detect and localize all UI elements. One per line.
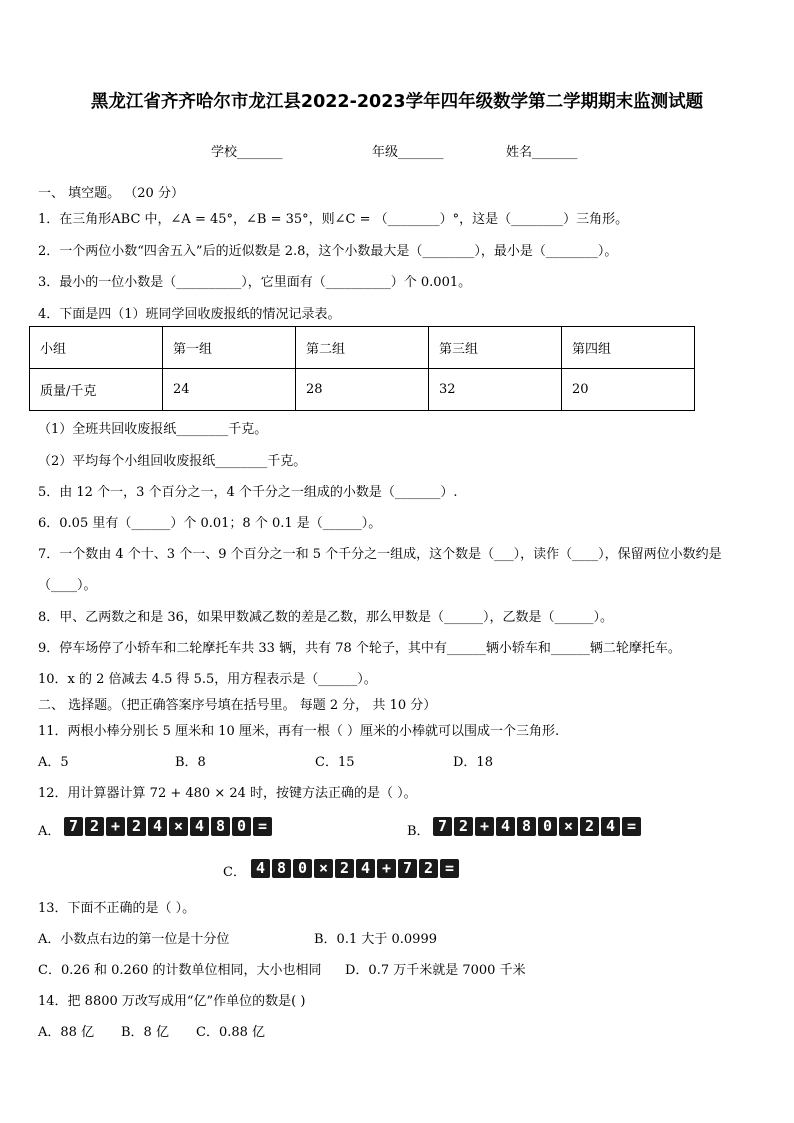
calculator-keys-a bbox=[64, 817, 272, 836]
key-icon: × bbox=[169, 817, 188, 836]
table-cell: 质量/千克 bbox=[30, 369, 163, 411]
key-icon: 2 bbox=[127, 817, 146, 836]
question-9: 9．停车场停了小轿车和二轮摩托车共 33 辆，共有 78 个轮子，其中有______辆小轿车和______辆二轮摩托车。 bbox=[38, 641, 681, 656]
table-cell: 24 bbox=[163, 369, 296, 411]
key-icon: 0 bbox=[538, 817, 557, 836]
key-icon: + bbox=[106, 817, 125, 836]
record-table bbox=[29, 326, 695, 411]
question-7-continued: （____）。 bbox=[38, 578, 97, 593]
key-icon: 7 bbox=[433, 817, 452, 836]
table-cell: 第二组 bbox=[296, 327, 429, 369]
key-icon: 0 bbox=[232, 817, 251, 836]
table-cell: 第一组 bbox=[163, 327, 296, 369]
key-icon: 2 bbox=[85, 817, 104, 836]
question-4-part-2: （2）平均每个小组回收废报纸________千克。 bbox=[38, 454, 307, 469]
option-b: B．8 bbox=[175, 755, 206, 770]
question-11: 11．两根小棒分别长 5 厘米和 10 厘米，再有一根（ ）厘米的小棒就可以围成一个三角形. bbox=[38, 724, 560, 739]
key-icon: = bbox=[253, 817, 272, 836]
key-icon: 2 bbox=[454, 817, 473, 836]
option-a: A．88 亿 bbox=[38, 1025, 95, 1040]
question-1: 1．在三角形ABC 中，∠A = 45°，∠B = 35°，则∠C = （________）°，这是（________）三角形。 bbox=[38, 212, 629, 227]
key-icon: × bbox=[314, 859, 333, 878]
key-icon: 7 bbox=[398, 859, 417, 878]
key-icon: 4 bbox=[496, 817, 515, 836]
question-6: 6．0.05 里有（______）个 0.01；8 个 0.1 是（______）。 bbox=[38, 516, 382, 531]
option-b: B．0.1 大于 0.0999 bbox=[314, 932, 437, 947]
option-c: C．15 bbox=[315, 755, 355, 770]
key-icon: 2 bbox=[335, 859, 354, 878]
key-icon: 4 bbox=[356, 859, 375, 878]
question-3: 3．最小的一位小数是（__________），它里面有（__________）个 0.001。 bbox=[38, 275, 472, 290]
key-icon: 2 bbox=[580, 817, 599, 836]
grade-field: 年级_______ bbox=[372, 145, 444, 160]
question-7: 7．一个数由 4 个十、3 个一、9 个百分之一和 5 个千分之一组成，这个数是（___），读作（____），保留两位小数约是 bbox=[38, 547, 722, 562]
key-icon: 4 bbox=[148, 817, 167, 836]
key-icon: 8 bbox=[517, 817, 536, 836]
option-d: D．18 bbox=[453, 755, 493, 770]
key-icon: + bbox=[475, 817, 494, 836]
table-row bbox=[30, 369, 695, 411]
question-2: 2．一个两位小数“四舍五入”后的近似数是 2.8，这个小数最大是（________），最小是（________）。 bbox=[38, 244, 618, 259]
option-c: C．0.26 和 0.260 的计数单位相同，大小也相同 bbox=[38, 963, 322, 978]
key-icon: = bbox=[622, 817, 641, 836]
table-cell: 28 bbox=[296, 369, 429, 411]
question-14: 14．把 8800 万改写成用“亿”作单位的数是( ) bbox=[38, 994, 306, 1009]
question-13: 13．下面不正确的是（ ）。 bbox=[38, 901, 196, 916]
school-field: 学校_______ bbox=[211, 145, 283, 160]
page-title: 黑龙江省齐齐哈尔市龙江县2022-2023学年四年级数学第二学期期末监测试题 bbox=[90, 92, 704, 112]
table-cell: 小组 bbox=[30, 327, 163, 369]
option-a: A．小数点右边的第一位是十分位 bbox=[38, 932, 230, 947]
key-icon: 4 bbox=[601, 817, 620, 836]
key-icon: 2 bbox=[419, 859, 438, 878]
option-b: B．8 亿 bbox=[121, 1025, 169, 1040]
key-icon: 4 bbox=[251, 859, 270, 878]
table-cell: 第三组 bbox=[429, 327, 562, 369]
question-4: 4．下面是四（1）班同学回收废报纸的情况记录表。 bbox=[38, 307, 341, 322]
key-icon: 8 bbox=[211, 817, 230, 836]
question-10: 10．x 的 2 倍减去 4.5 得 5.5，用方程表示是（______）。 bbox=[38, 672, 377, 687]
table-cell: 20 bbox=[562, 369, 695, 411]
section-1-heading: 一、 填空题。 （20 分） bbox=[38, 186, 184, 201]
option-a: A．5 bbox=[38, 755, 69, 770]
option-c-label: C． bbox=[223, 865, 246, 880]
table-cell: 32 bbox=[429, 369, 562, 411]
question-8: 8．甲、乙两数之和是 36，如果甲数减乙数的差是乙数，那么甲数是（______），乙数是（______）。 bbox=[38, 610, 613, 625]
key-icon: = bbox=[440, 859, 459, 878]
option-c: C．0.88 亿 bbox=[196, 1025, 266, 1040]
table-header-row bbox=[30, 327, 695, 369]
key-icon: 0 bbox=[293, 859, 312, 878]
option-a-label: A． bbox=[38, 824, 61, 839]
section-2-heading: 二、 选择题。（把正确答案序号填在括号里。 每题 2 分， 共 10 分） bbox=[38, 698, 437, 713]
key-icon: × bbox=[559, 817, 578, 836]
option-b-label: B． bbox=[407, 824, 430, 839]
calculator-keys-c bbox=[251, 859, 459, 878]
calculator-keys-b bbox=[433, 817, 641, 836]
key-icon: 7 bbox=[64, 817, 83, 836]
name-field: 姓名_______ bbox=[506, 145, 578, 160]
question-12: 12．用计算器计算 72 + 480 × 24 时，按键方法正确的是（ ）。 bbox=[38, 786, 417, 801]
option-d: D．0.7 万千米就是 7000 千米 bbox=[345, 963, 526, 978]
table-cell: 第四组 bbox=[562, 327, 695, 369]
key-icon: 4 bbox=[190, 817, 209, 836]
key-icon: + bbox=[377, 859, 396, 878]
question-5: 5．由 12 个一，3 个百分之一，4 个千分之一组成的小数是（_______）. bbox=[38, 485, 458, 500]
question-4-part-1: （1）全班共回收废报纸________千克。 bbox=[38, 422, 268, 437]
key-icon: 8 bbox=[272, 859, 291, 878]
